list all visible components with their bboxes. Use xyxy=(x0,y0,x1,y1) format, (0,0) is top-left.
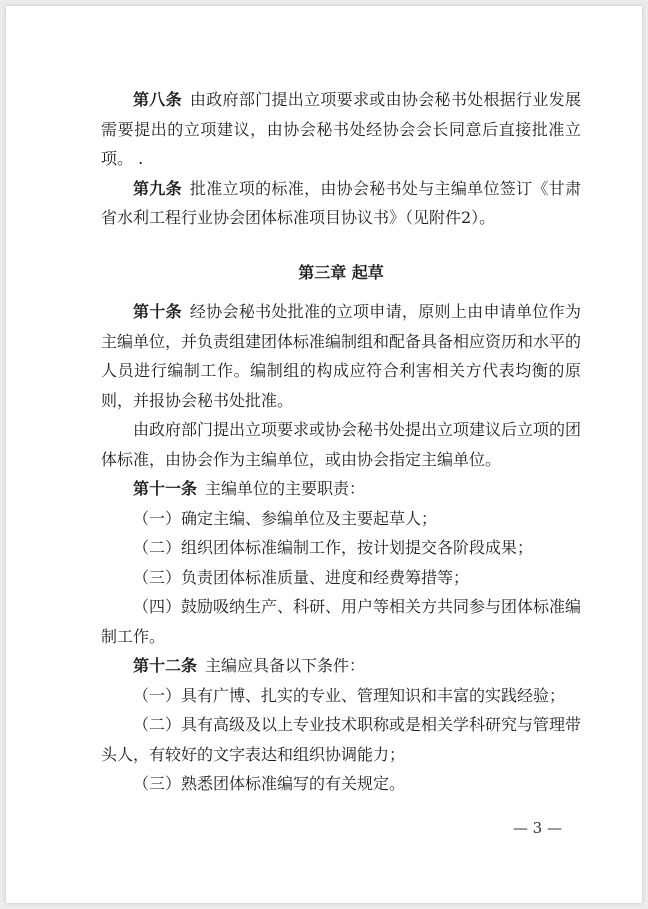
article-12 xyxy=(101,651,581,681)
article-11-text: 主编单位的主要职责： xyxy=(205,479,366,498)
article-8 xyxy=(101,85,581,174)
article-12-head: 第十二条 xyxy=(133,656,198,675)
article-12-item-2: （二）具有高级及以上专业技术职称或是相关学科研究与管理带头人，有较好的文字表达和组织协调能力； xyxy=(101,715,582,764)
article-8-head: 第八条 xyxy=(133,90,182,109)
article-11-item-1: （一）确定主编、参编单位及主要起草人； xyxy=(133,508,438,528)
article-10 xyxy=(101,297,581,415)
chapter-title: 第三章 起草 xyxy=(298,262,384,282)
page-number: — 3 — xyxy=(512,819,562,837)
article-11 xyxy=(101,474,581,504)
document-body xyxy=(101,85,581,799)
article-9-text: 批准立项的标准，由协会秘书处与主编单位签订《甘肃省水利工程行业协会团体标准项目协议书》（见附件2）。 xyxy=(101,178,581,227)
article-11-item-2: （二）组织团体标准编制工作，按计划提交各阶段成果； xyxy=(133,538,534,557)
article-11-item-4: （四）鼓励吸纳生产、科研、用户等相关方共同参与团体标准编制工作。 xyxy=(101,597,582,646)
article-12-text: 主编应具备以下条件： xyxy=(205,656,366,675)
article-10-head: 第十条 xyxy=(133,302,182,321)
article-8-text: 由政府部门提出立项要求或由协会秘书处根据行业发展需要提出的立项建议，由协会秘书处经协会会长同意后直接批准立项。 . xyxy=(101,90,581,168)
article-10-text: 经协会秘书处批准的立项申请，原则上由申请单位作为主编单位，并负责组建团体标准编制组和配备具备相应资历和水平的人员进行编制工作。编制组的构成应符合利害相关方代表均衡的原则，并报协会秘书处批准。 xyxy=(101,302,582,410)
article-11-head: 第十一条 xyxy=(133,479,198,498)
article-10-para2: 由政府部门提出立项要求或协会秘书处提出立项建议后立项的团体标准，由协会作为主编单位，或由协会指定主编单位。 xyxy=(101,420,582,469)
article-12-item-3: （三）熟悉团体标准编写的有关规定。 xyxy=(133,774,406,793)
article-9-head: 第九条 xyxy=(133,178,182,198)
article-9 xyxy=(101,174,581,233)
article-12-item-1: （一）具有广博、扎实的专业、管理知识和丰富的实践经验； xyxy=(133,685,566,705)
document-page xyxy=(6,6,642,903)
article-11-item-3: （三）负责团体标准质量、进度和经费筹措等； xyxy=(133,567,470,587)
